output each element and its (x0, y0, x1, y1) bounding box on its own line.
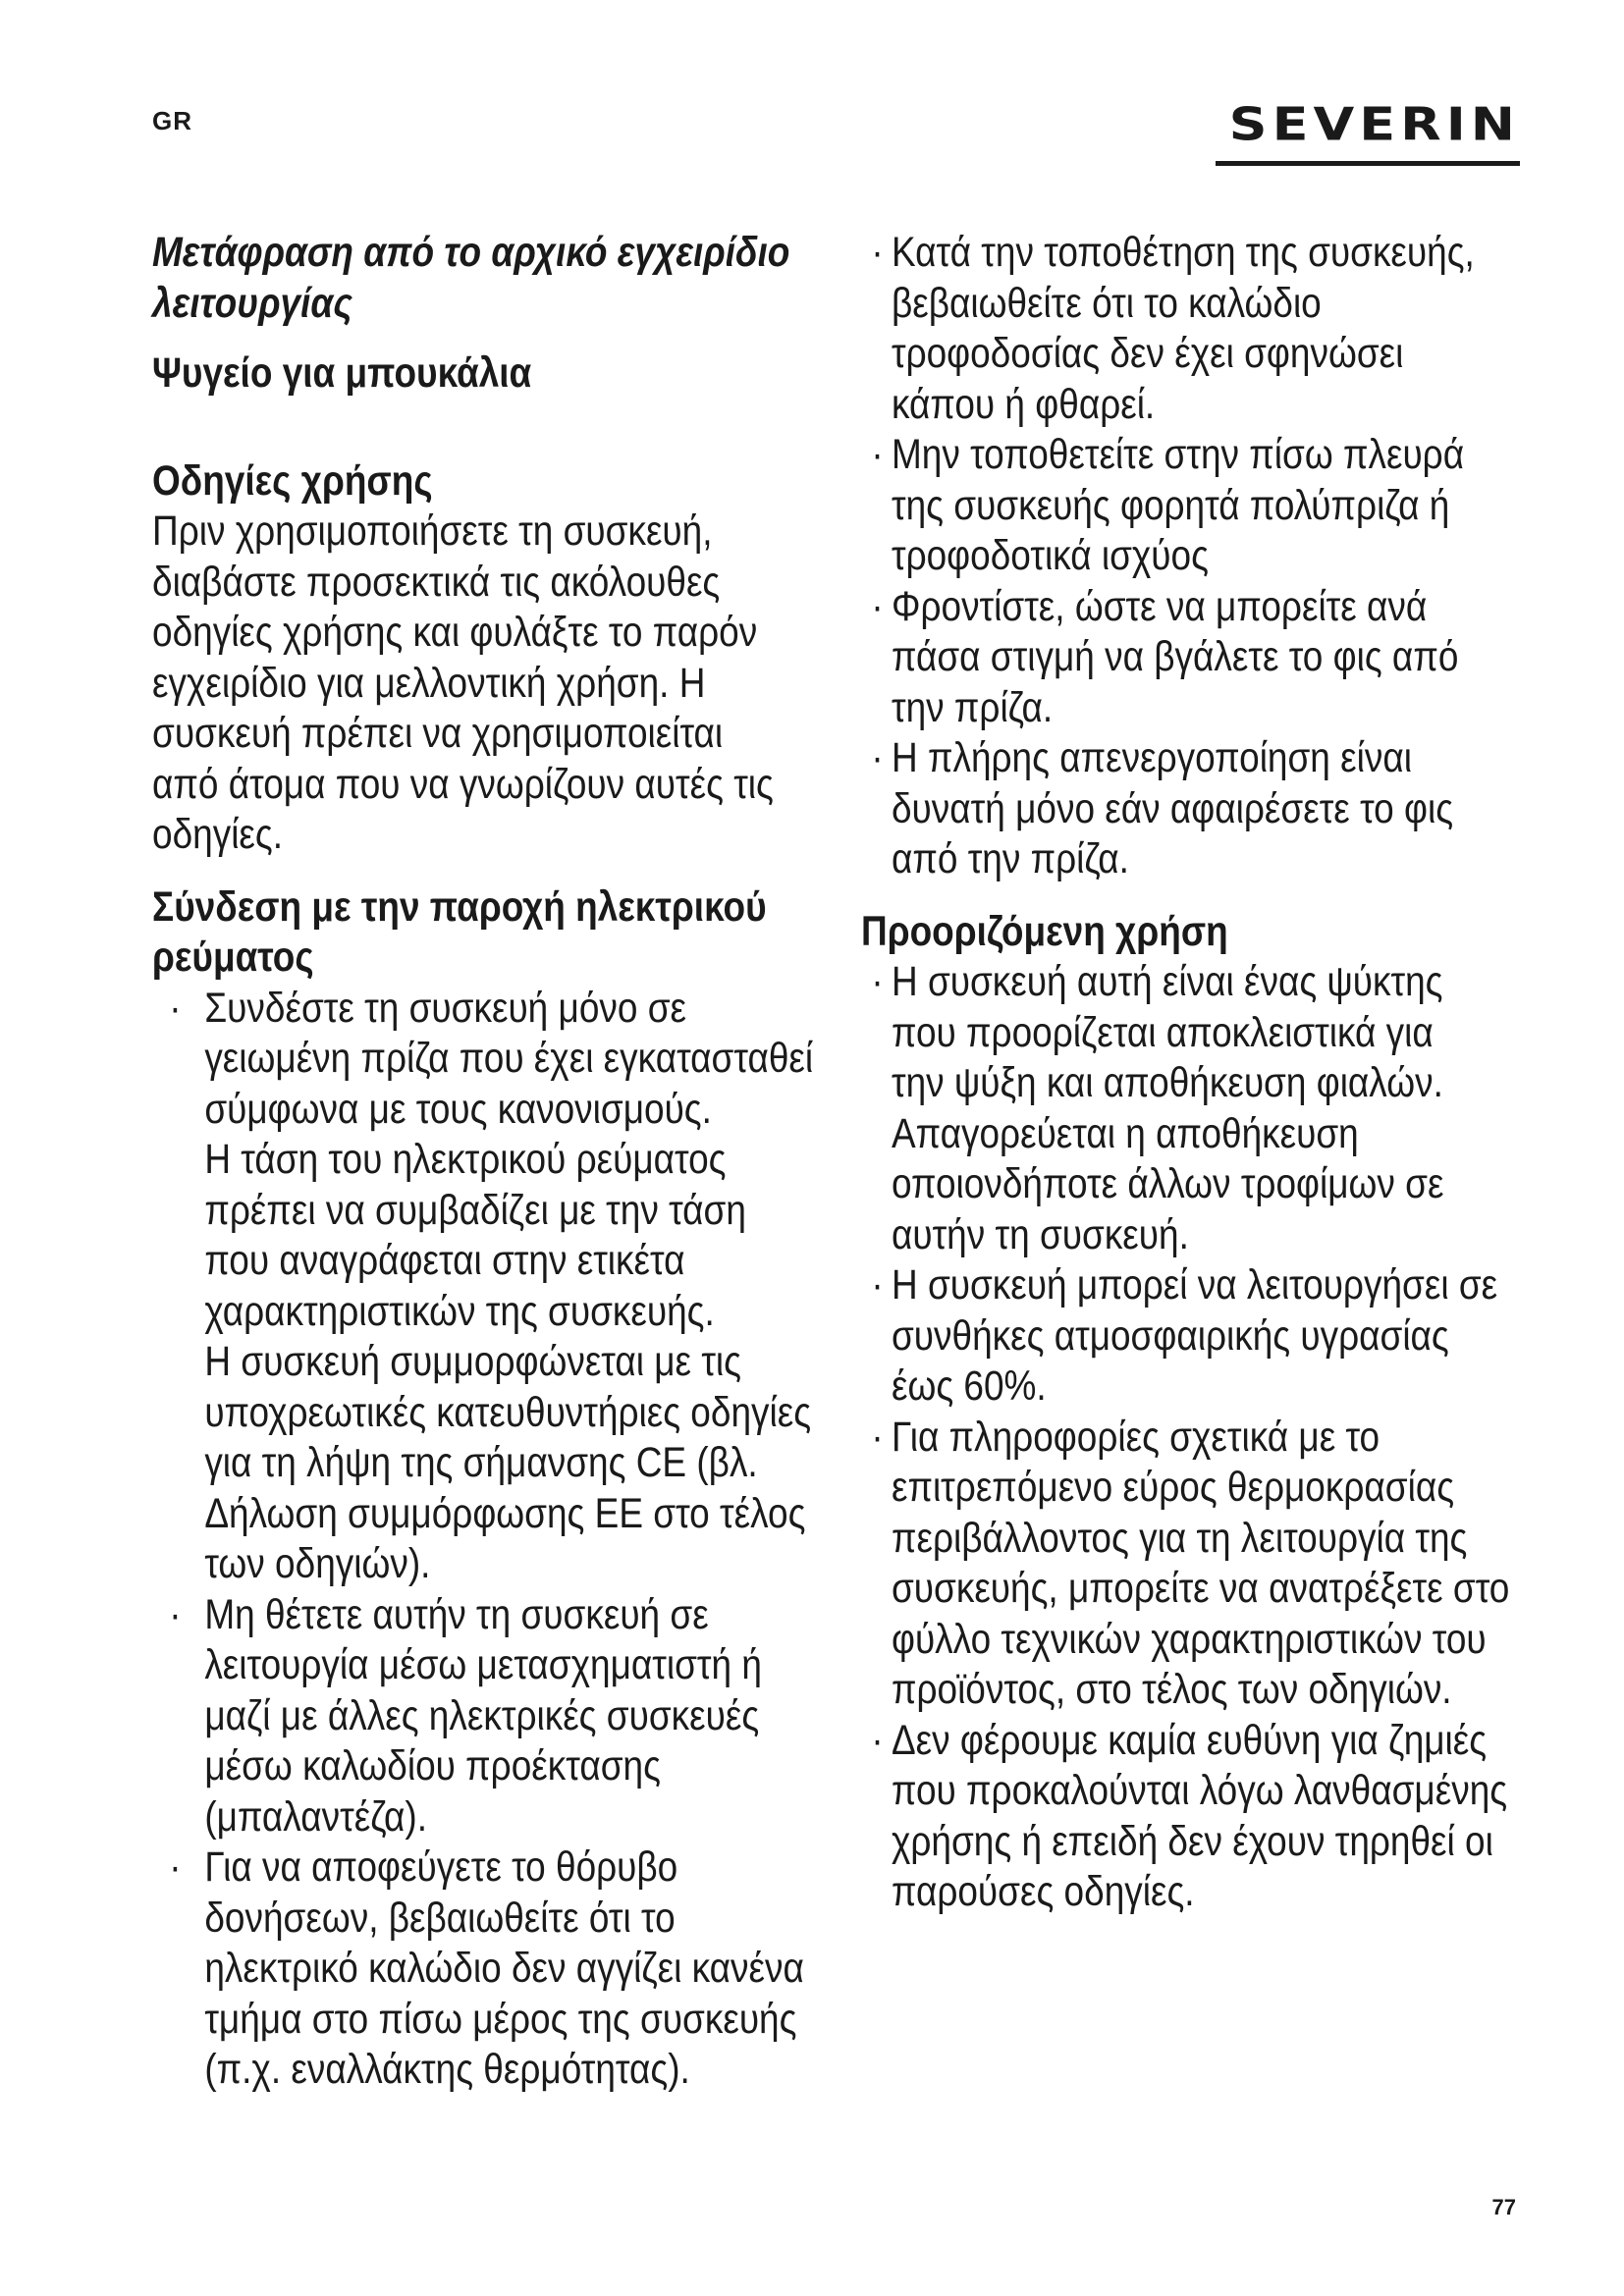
list-item-line: που προορίζεται αποκλειστικά για (891, 1008, 1434, 1056)
paragraph-line: από άτομα που να γνωρίζουν αυτές τις (152, 760, 774, 808)
list-item-line: των οδηγιών). (204, 1540, 431, 1587)
list-item-line: ηλεκτρικό καλώδιο δεν αγγίζει κανένα (204, 1945, 804, 1992)
brand-underline (1216, 161, 1520, 166)
list-item-line: Η τάση του ηλεκτρικού ρεύματος (204, 1136, 727, 1183)
list-item (861, 430, 1486, 582)
list-item-line: Μην τοποθετείτε στην πίσω πλευρά (891, 431, 1465, 478)
list-item-line: Μη θέτετε αυτήν τη συσκευή σε (204, 1590, 709, 1638)
paragraph-line: συσκευή πρέπει να χρησιμοποιείται (152, 710, 724, 757)
list-item-line: Η πλήρης απενεργοποίηση είναι (891, 734, 1412, 781)
brand-name: SEVERIN (1228, 97, 1520, 151)
language-code: GR (152, 106, 192, 135)
list-item-line: που αναγράφεται στην ετικέτα (204, 1237, 685, 1284)
list-item-line: Συνδέστε τη συσκευή μόνο σε (204, 984, 687, 1032)
product-subtitle: Ψυγείο για μπουκάλια (152, 349, 532, 397)
list-item-line: τμήμα στο πίσω μέρος της συσκευής (204, 1995, 797, 2043)
list-item-line: χαρακτηριστικών της συσκευής. (204, 1287, 715, 1335)
instructions-paragraph (152, 507, 777, 861)
list-item-line: περιβάλλοντος για τη λειτουργία της (891, 1514, 1468, 1562)
list-item-line: (π.χ. εναλλάκτης θερμότητας). (204, 2046, 690, 2093)
list-item-line: της συσκευής φορητά πολύπριζα ή (891, 481, 1450, 529)
list-item-line: πάσα στιγμή να βγάλετε το φις από (891, 633, 1459, 680)
list-item-line: κάπου ή φθαρεί. (891, 380, 1156, 428)
list-item (152, 1842, 804, 2096)
title-line: Μετάφραση από το αρχικό εγχειρίδιο (152, 229, 790, 276)
list-item-line: την πρίζα. (891, 683, 1054, 731)
list-item-line: που προκαλούνται λόγω λανθασμένης (891, 1767, 1508, 1814)
list-item-line: την ψύξη και αποθήκευση φιαλών. (891, 1059, 1443, 1106)
list-item-line: Κατά την τοποθέτηση της συσκευής, (891, 229, 1475, 276)
list-item-line: από την πρίζα. (891, 835, 1129, 882)
list-item (861, 582, 1486, 734)
paragraph-line: διαβάστε προσεκτικά τις ακόλουθες (152, 558, 721, 606)
list-item-line: αυτήν τη συσκευή. (891, 1210, 1189, 1258)
list-item (861, 1716, 1508, 1918)
list-item-line: συσκευής, μπορείτε να ανατρέξετε στο (891, 1565, 1510, 1612)
bullet-icon: · (871, 229, 884, 276)
list-item (861, 957, 1486, 1260)
bullet-icon: · (871, 734, 884, 781)
list-item-line: Δήλωση συμμόρφωσης ΕΕ στο τέλος (204, 1489, 806, 1537)
connection-heading (152, 882, 777, 984)
bullet-icon: · (169, 1843, 182, 1891)
list-item-line: έως 60%. (891, 1362, 1047, 1410)
list-item-line: (μπαλαντέζα). (204, 1792, 428, 1841)
list-item (861, 1260, 1498, 1413)
right-column (861, 228, 1510, 1918)
paragraph-line: Πριν χρησιμοποιήσετε τη συσκευή, (152, 507, 713, 555)
bullet-icon: · (871, 431, 884, 478)
list-item-line: προϊόντος, στο τέλος των οδηγιών. (891, 1666, 1452, 1713)
list-item (861, 1413, 1510, 1716)
list-item-line: Η συσκευή μπορεί να λειτουργήσει σε (891, 1261, 1498, 1308)
bullet-icon: · (871, 582, 884, 630)
list-item-line: τροφοδοσίας δεν έχει σφηνώσει (891, 330, 1404, 377)
list-item-line: μαζί με άλλες ηλεκτρικές συσκευές (204, 1691, 760, 1739)
list-item-line: παρούσες οδηγίες. (891, 1868, 1195, 1915)
list-item-line: φύλλο τεχνικών χαρακτηριστικών του (891, 1615, 1487, 1663)
list-item-line: συνθήκες ατμοσφαιρικής υγρασίας (891, 1311, 1449, 1360)
list-item-line: Φροντίστε, ώστε να μπορείτε ανά (891, 582, 1428, 630)
list-item-line: δονήσεων, βεβαιωθείτε ότι το (204, 1894, 676, 1942)
left-column (152, 228, 814, 2096)
bullet-icon: · (871, 1261, 884, 1308)
list-item-line: βεβαιωθείτε ότι το καλώδιο (891, 279, 1322, 327)
paragraph-line: οδηγίες χρήσης και φυλάξτε το παρόν (152, 609, 758, 656)
list-item-line: σύμφωνα με τους κανονισμούς. (204, 1085, 712, 1133)
list-item-line: επιτρεπόμενο εύρος θερμοκρασίας (891, 1464, 1455, 1511)
list-item-line: Για να αποφεύγετε το θόρυβο (204, 1843, 678, 1891)
list-item (861, 228, 1486, 430)
intended-use-heading: Προοριζόμενη χρήση (861, 907, 1228, 955)
bullet-icon: · (871, 1413, 884, 1461)
list-item-line: Η συσκευή συμμορφώνεται με τις (204, 1338, 741, 1385)
list-item-line: λειτουργία μέσω μετασχηματιστή ή (204, 1641, 762, 1688)
bullet-icon: · (169, 1590, 182, 1638)
paragraph-line: εγχειρίδιο για μελλοντική χρήση. Η (152, 659, 706, 707)
list-item-line: Δεν φέρουμε καμία ευθύνη για ζημιές (891, 1716, 1488, 1764)
list-item-line: για τη λήψη της σήμανσης CE (βλ. (204, 1439, 758, 1486)
list-item-line: Απαγορεύεται η αποθήκευση (891, 1109, 1359, 1157)
heading-line: Σύνδεση με την παροχή ηλεκτρικού (152, 882, 767, 931)
list-item-line: Η συσκευή αυτή είναι ένας ψύκτης (891, 958, 1443, 1005)
list-item-line: δυνατή μόνο εάν αφαιρέσετε το φις (891, 784, 1454, 832)
list-item (152, 984, 814, 1590)
title-line: λειτουργίας (152, 279, 352, 327)
bullet-icon: · (871, 1716, 884, 1764)
list-item-line: γειωμένη πρίζα που έχει εγκατασταθεί (204, 1035, 814, 1082)
heading-line: ρεύματος (152, 934, 314, 981)
bullet-icon: · (871, 958, 884, 1005)
brand-logo (1216, 97, 1520, 166)
document-title (152, 228, 790, 329)
list-item (152, 1590, 777, 1843)
list-item-line: υποχρεωτικές κατευθυντήριες οδηγίες (204, 1388, 812, 1436)
paragraph-line: οδηγίες. (152, 811, 284, 858)
list-item-line: τροφοδοτικά ισχύος (891, 532, 1209, 579)
bullet-icon: · (169, 984, 182, 1032)
list-item-line: χρήσης ή επειδή δεν έχουν τηρηθεί οι (891, 1817, 1493, 1865)
page-number: 77 (1491, 2195, 1516, 2219)
list-item-line: Για πληροφορίες σχετικά με το (891, 1413, 1380, 1461)
list-item-line: μέσω καλωδίου προέκτασης (204, 1742, 661, 1789)
instructions-heading: Οδηγίες χρήσης (152, 456, 433, 505)
list-item-line: οποιονδήποτε άλλων τροφίμων σε (891, 1160, 1444, 1207)
list-item (861, 733, 1486, 885)
list-item-line: πρέπει να συμβαδίζει με την τάση (204, 1186, 746, 1234)
